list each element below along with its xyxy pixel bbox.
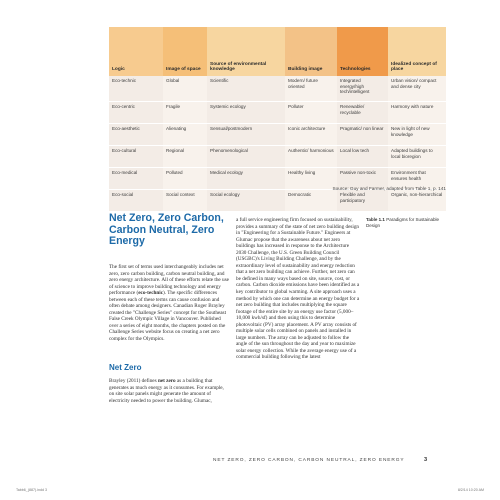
bold-term: net zero	[157, 378, 176, 384]
table-cell: Pragmatic/ non linear	[337, 124, 388, 146]
table-header-cell: Logic	[109, 27, 163, 76]
paragraph-text: The first set of terms used interchangeably includes net zero, zero carbon building, carbon neutral building, and zero energy architecture. All of these efforts relate the use of science to improve building technology and energy performance (	[109, 264, 229, 297]
table-cell: Iconic architecture	[285, 124, 337, 146]
paradigms-table-container	[109, 27, 446, 212]
table-cell: Renewable/ recyclable	[337, 102, 388, 124]
table-cell: Scientific	[207, 76, 285, 102]
table-cell: Harmony with nature	[388, 102, 446, 124]
table-cell: Alienating	[163, 124, 207, 146]
table-cell: Sensual/postmodern	[207, 124, 285, 146]
table-cell: Urban vision/ compact and dense city	[388, 76, 446, 102]
caption-label: Table 1.1	[366, 217, 385, 222]
paragraph-text: ). The specific differences between each of these terms can cause confusion and often debate among designers. Canadian Roger Brayley created the "Challenge Series" concept for the Southeast False Creek Olympic Village in Vancouver. Published over a series of eight months, the chapters posted on the Challenge Series website focus on creating a net zero complex for the Olympics.	[109, 290, 227, 343]
print-timestamp: 8/2/14 10:20 AM	[457, 488, 484, 492]
table-cell: Local low tech	[337, 146, 388, 168]
table-cell: Phenomenological	[207, 146, 285, 168]
paragraph-text: Brayley (2011) defines	[109, 378, 158, 384]
file-name: Tabb6_(887).indd 3	[16, 488, 47, 492]
table-cell: Polluter	[285, 102, 337, 124]
table-cell: Eco-social	[109, 190, 163, 212]
table-cell: Social context	[163, 190, 207, 212]
paradigms-table	[109, 27, 446, 212]
body-paragraph	[109, 378, 229, 404]
table-row	[109, 76, 446, 102]
table-cell: Authentic/ harmonious	[285, 146, 337, 168]
table-header-cell: Source of environmental knowledge	[207, 27, 285, 76]
table-cell: Eco-cultural	[109, 146, 163, 168]
paragraph-text: as a building that generates as much energy as it consumes. For example, on site solar panels might generate the amount of electricity needed to power the building. Glumac,	[109, 378, 224, 404]
table-header-cell: Idealized concept of place	[388, 27, 446, 76]
bold-term: eco-technic	[138, 290, 164, 297]
table-cell: Healthy living	[285, 168, 337, 190]
table-cell: Eco-medical	[109, 168, 163, 190]
table-row	[109, 124, 446, 146]
table-source: Source: Guy and Farmer, adapted from Table 1, p. 141	[332, 186, 446, 191]
table-row	[109, 190, 446, 212]
section-heading: Net Zero, Zero Carbon, Carbon Neutral, Zero Energy	[109, 212, 224, 248]
table-cell: Passive non-toxic	[337, 168, 388, 190]
running-head: NET ZERO, ZERO CARBON, CARBON NEUTRAL, ZERO ENERGY	[213, 458, 405, 463]
section-heading-container	[109, 213, 229, 248]
table-cell: Polluted	[163, 168, 207, 190]
table-cell: Eco-technic	[109, 76, 163, 102]
table-cell: Modern/ future oriented	[285, 76, 337, 102]
table-header-cell: Technologies	[337, 27, 388, 76]
page-number: 3	[424, 457, 428, 463]
table-cell: Flexible and participatory	[337, 190, 388, 212]
table-cell: Fragile	[163, 102, 207, 124]
table-cell: Eco-centric	[109, 102, 163, 124]
table-cell: Integrated energy/high tech/intelligent	[337, 76, 388, 102]
table-cell: Regional	[163, 146, 207, 168]
table-header-row	[109, 27, 446, 76]
table-cell: Medical ecology	[207, 168, 285, 190]
table-cell: Environment that ensures health	[388, 168, 446, 190]
subsection-heading: Net Zero	[109, 363, 142, 372]
table-cell: Global	[163, 76, 207, 102]
table-cell: Systemic ecology	[207, 102, 285, 124]
caption-text: Paradigms for Sustainable Design	[366, 217, 439, 228]
table-row	[109, 146, 446, 168]
table-cell: Eco-aesthetic	[109, 124, 163, 146]
table-header-cell: Image of space	[163, 27, 207, 76]
table-row	[109, 102, 446, 124]
table-cell: Social ecology	[207, 190, 285, 212]
body-paragraph	[109, 264, 229, 343]
body-paragraph: a full service engineering firm focused on sustainability, provides a summary of the state of net zero building design in "Engineering for a Sustainable Future." Engineers at Glumac propose that the awareness about net zero buildings has increased in response to the Architecture 2030 Challenge, the U.S. Green Building Council (USGBC)'s Living Building Challenge, and by the extraordinary level of sustainability and energy reduction that a net zero building can achieve. Further, net zero can be defined in many ways based on site, source, cost, or carbon. Carbon dioxide emissions have been identified as a key contributor to global warming. A site approach uses a method by which one can determine an energy budget for a net zero building that includes multiplying the square footage of the entire site by an energy use factor (5,000–10,000 kwh/sf) and then using this to determine photovoltaic (PV) array placement. A PV array consists of multiple solar cells combined on panels and installed in large numbers. The array can be adjusted to follow the angle of the sun throughout the day and year to maximize solar energy collection. While the average energy use of a commercial building following the latest	[236, 217, 360, 361]
table-header-cell: Building image	[285, 27, 337, 76]
table-cell: Organic, non-hierarchical	[388, 190, 446, 212]
table-cell: Democratic	[285, 190, 337, 212]
table-caption	[366, 217, 448, 229]
table-cell: New in light of new knowledge	[388, 124, 446, 146]
table-cell: Adapted buildings to local bioregion	[388, 146, 446, 168]
